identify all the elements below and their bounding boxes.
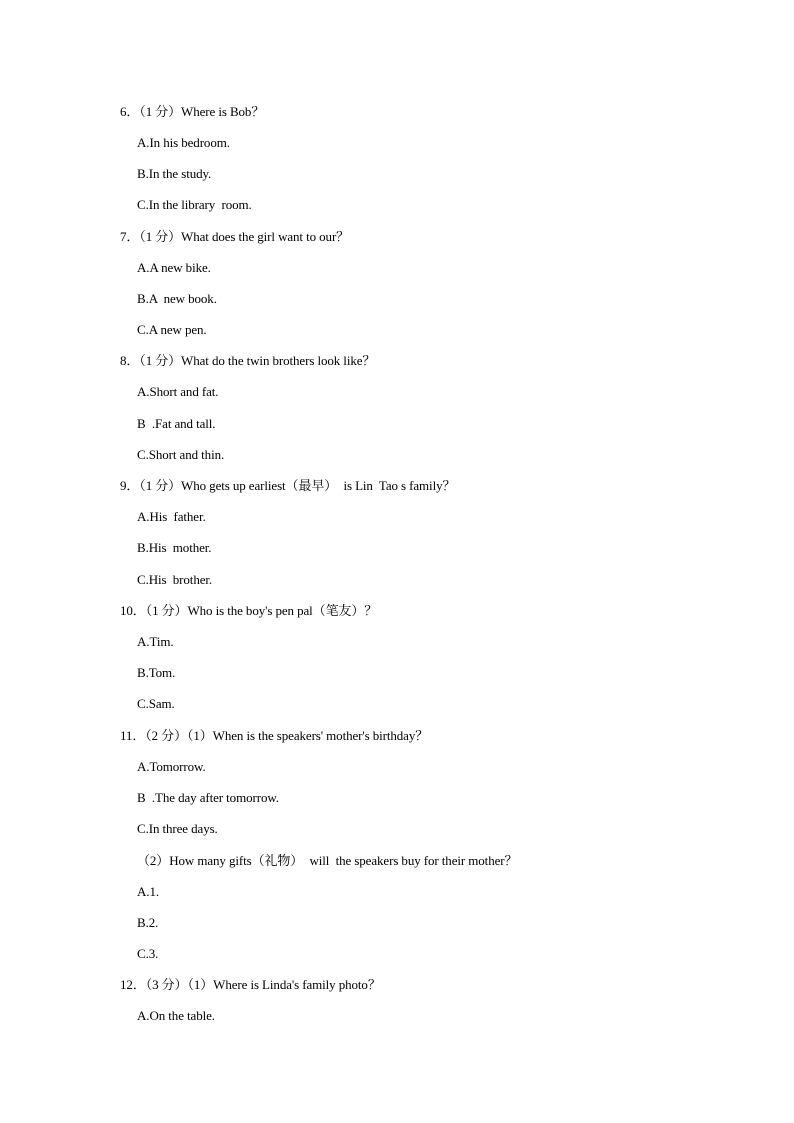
- question-7: 7．（1 分）What does the girl want to our？: [120, 229, 350, 244]
- question-10: 10．（1 分）Who is the boy's pen pal（笔友）？: [120, 603, 378, 618]
- option-11-2b: B.2.: [137, 915, 159, 930]
- option-6b: B.In the study.: [137, 166, 212, 181]
- option-10a: A.Tim.: [137, 634, 174, 649]
- option-6a: A.In his bedroom.: [137, 135, 230, 150]
- option-10c: C.Sam.: [137, 696, 175, 711]
- question-12: 12．（3 分）（1）Where is Linda's family photo？: [120, 977, 381, 992]
- option-11-1b: B .The day after tomorrow.: [137, 790, 279, 805]
- option-7a: A.A new bike.: [137, 260, 211, 275]
- option-8b: B .Fat and tall.: [137, 416, 216, 431]
- question-11: 11．（2 分）（1）When is the speakers' mother's birthday？: [120, 728, 429, 743]
- option-6c: C.In the library room.: [137, 197, 252, 212]
- option-8c: C.Short and thin.: [137, 447, 225, 462]
- option-9b: B.His mother.: [137, 540, 212, 555]
- option-12-1a: A.On the table.: [137, 1008, 215, 1023]
- option-8a: A.Short and fat.: [137, 384, 219, 399]
- option-11-2a: A.1.: [137, 884, 159, 899]
- option-9a: A.His father.: [137, 509, 206, 524]
- question-8: 8．（1 分）What do the twin brothers look like？: [120, 353, 376, 368]
- option-7b: B.A new book.: [137, 291, 217, 306]
- option-11-1a: A.Tomorrow.: [137, 759, 206, 774]
- question-6: 6．（1 分）Where is Bob？: [120, 104, 265, 119]
- option-9c: C.His brother.: [137, 572, 213, 587]
- option-7c: C.A new pen.: [137, 322, 207, 337]
- question-11-part-2: （2）How many gifts（礼物） will the speakers buy for their mother？: [137, 853, 518, 868]
- option-11-2c: C.3.: [137, 946, 159, 961]
- option-10b: B.Tom.: [137, 665, 176, 680]
- option-11-1c: C.In three days.: [137, 821, 218, 836]
- question-9: 9．（1 分）Who gets up earliest（最早） is Lin Tao s family？: [120, 478, 456, 493]
